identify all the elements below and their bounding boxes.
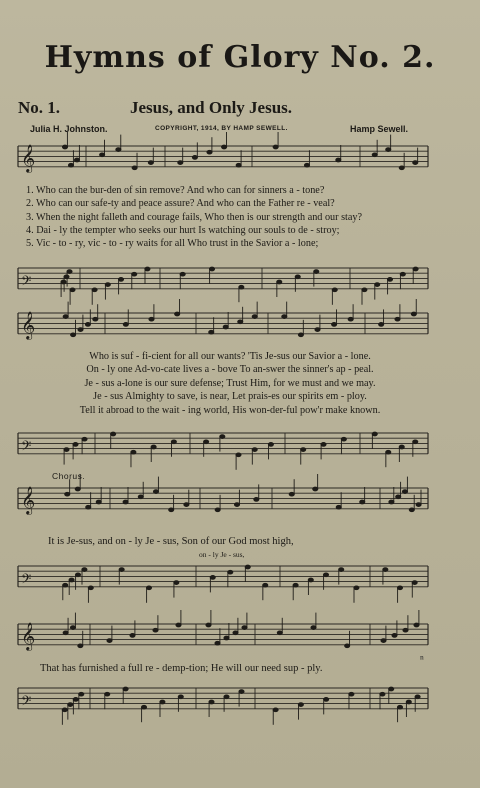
hymn-number: No. 1. [18, 98, 61, 117]
chorus-line-2: That has furnished a full re - demp-tion; He will our need sup - ply. [40, 663, 323, 674]
verse-line: 3. When the night falleth and courage fails, Who then is our strength and our stay? [26, 211, 363, 223]
svg-text:𝄞: 𝄞 [21, 143, 36, 172]
verse-line: 5. Vic - to - ry, vic - to - ry waits for all Who trust in the Savior a - lone; [26, 238, 319, 250]
verses-part-1 [26, 184, 362, 250]
svg-text:𝄢: 𝄢 [21, 692, 32, 712]
svg-text:𝄢: 𝄢 [21, 570, 32, 590]
chorus-line-1: It is Je-sus, and on - ly Je - sus, Son of our God most high, [48, 536, 294, 547]
svg-text:𝄢: 𝄢 [21, 272, 32, 292]
verses-part-2 [20, 350, 440, 417]
copyright-notice: COPYRIGHT, 1914, BY HAMP SEWELL. [155, 125, 288, 132]
chorus-label: Chorus. [52, 471, 86, 481]
svg-text:𝄞: 𝄞 [21, 310, 36, 339]
verse-line: On - ly one Ad-vo-cate lives a - bove To an-swer the sinner's ap - peal. [86, 364, 374, 376]
verse-line: 4. Dai - ly the tempter who seeks our hurt Is watching our souls to de - stroy; [26, 224, 340, 236]
verse-line: Who is suf - fi-cient for all our wants? 'Tis Je-sus our Savior a - lone. [89, 351, 371, 362]
verse-line: Je - sus a-lone is our sure defense; Trust Him, for we must and we may. [84, 377, 376, 389]
chorus-echo: on - ly Je - sus, [199, 550, 245, 559]
svg-text:𝄞: 𝄞 [21, 621, 36, 650]
verse-line: Je - sus Almighty to save, is near, Let prais-es our spirits em - ploy. [93, 391, 367, 403]
svg-text:𝄢: 𝄢 [21, 437, 32, 457]
svg-text:𝄞: 𝄞 [21, 485, 36, 514]
fermata-mark: ⁿ [420, 652, 424, 666]
verse-line: 2. Who can our safe-ty and peace assure? And who can the Father re - veal? [26, 198, 335, 210]
verse-line: Tell it abroad to the wait - ing world, His won-der-ful pow'r make known. [79, 404, 381, 416]
verse-line: 1. Who can the bur-den of sin remove? And who can for sinners a - tone? [26, 185, 325, 196]
composer-credit: Hamp Sewell. [350, 124, 409, 134]
author-credit: Julia H. Johnston. [30, 124, 108, 134]
hymn-title: Jesus, and Only Jesus. [130, 98, 293, 117]
book-title: Hymns of Glory No. 2. [44, 40, 436, 75]
